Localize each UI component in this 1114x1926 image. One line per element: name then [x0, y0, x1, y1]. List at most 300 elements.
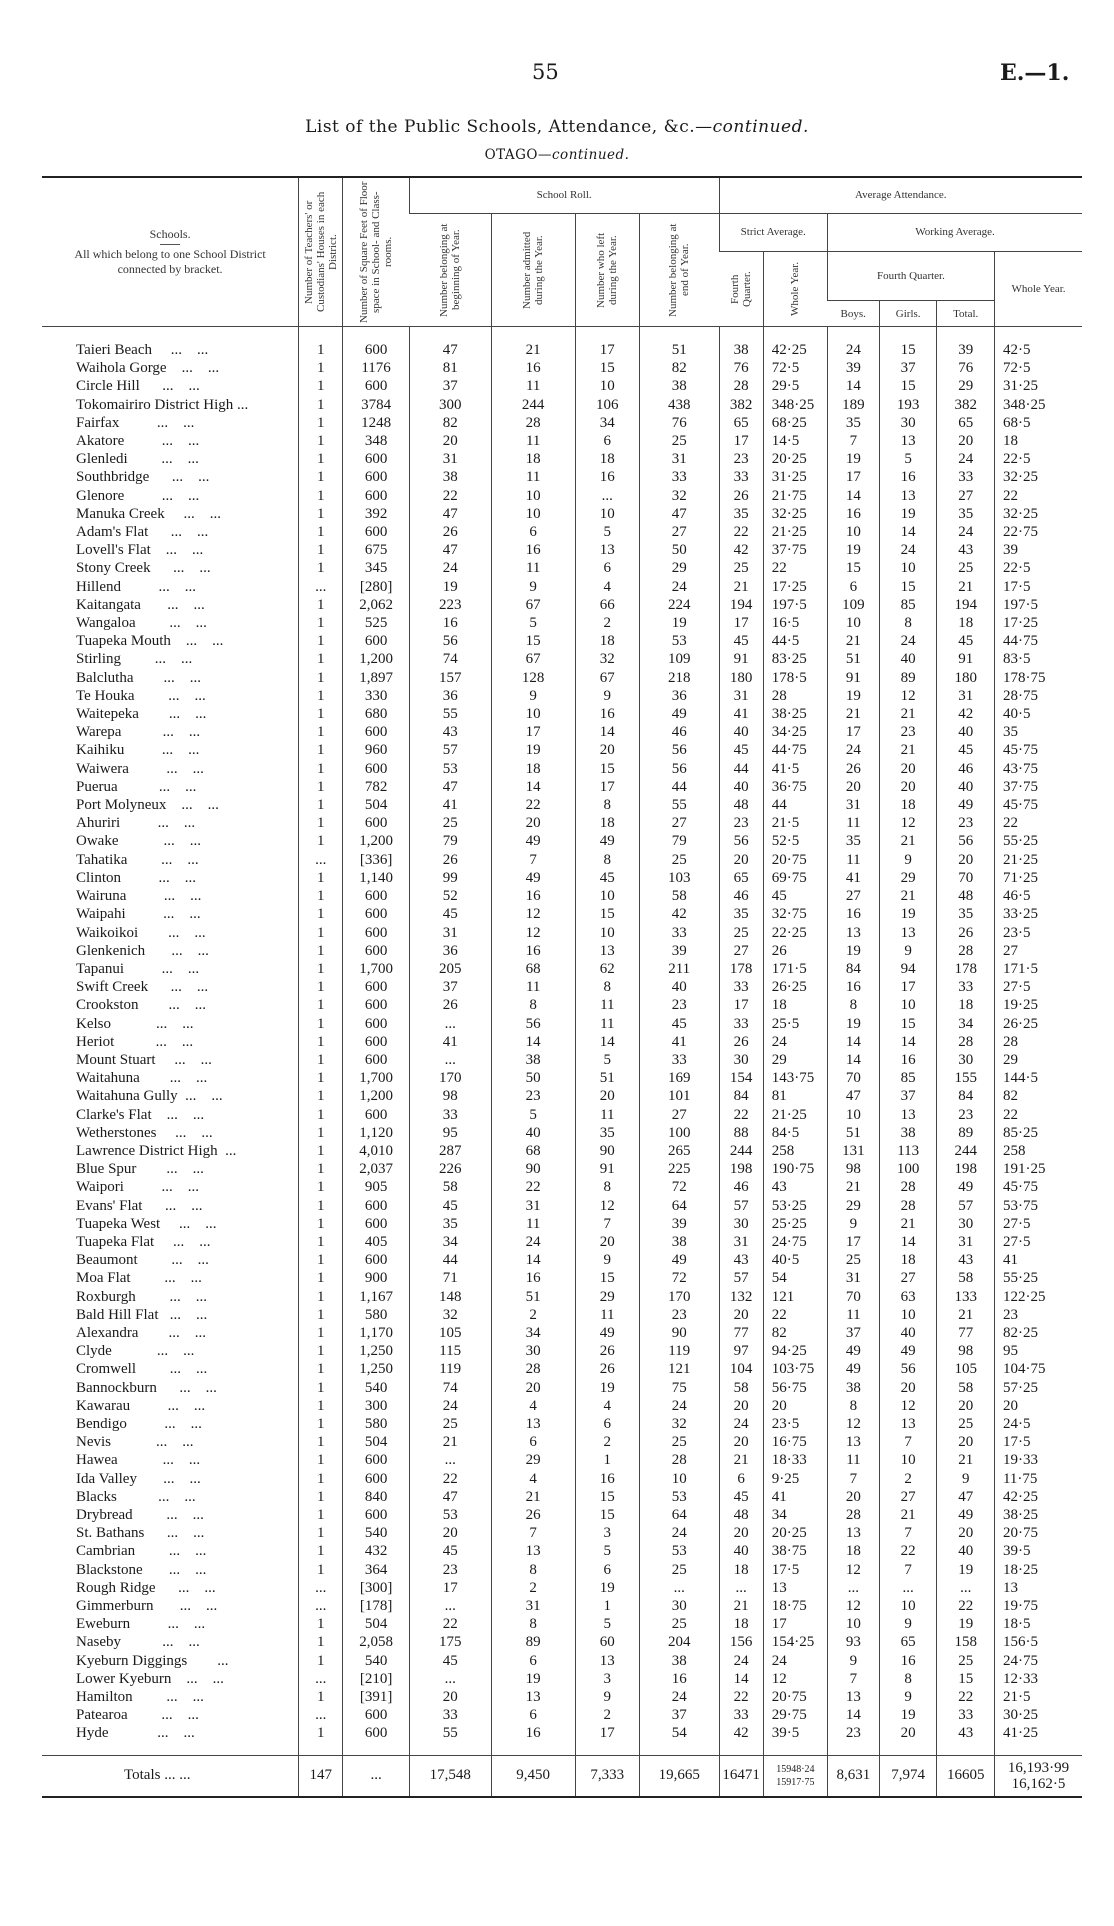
teachers-houses: 1 — [299, 1506, 343, 1524]
roll-end: 56 — [639, 741, 719, 759]
roll-left: 8 — [575, 796, 639, 814]
working-boys: 19 — [827, 1015, 879, 1033]
working-total: 15 — [937, 1670, 995, 1688]
teachers-houses: ... — [299, 1670, 343, 1688]
working-girls: 12 — [879, 687, 937, 705]
roll-admitted: 16 — [491, 359, 575, 377]
floor-space: 525 — [343, 614, 409, 632]
working-girls: 19 — [879, 905, 937, 923]
table-row — [42, 614, 1082, 632]
roll-left: 11 — [575, 1015, 639, 1033]
header-working-whole: Whole Year. — [994, 252, 1082, 327]
roll-left: 13 — [575, 541, 639, 559]
table-row — [42, 1488, 1082, 1506]
working-girls: 23 — [879, 723, 937, 741]
working-girls: 24 — [879, 541, 937, 559]
roll-end: 79 — [639, 832, 719, 850]
working-whole: 45·75 — [994, 796, 1082, 814]
roll-end: 42 — [639, 905, 719, 923]
working-boys: 11 — [827, 1451, 879, 1469]
roll-left: 66 — [575, 596, 639, 614]
floor-space: 1,200 — [343, 832, 409, 850]
working-whole: 68·5 — [994, 414, 1082, 432]
roll-left: 51 — [575, 1069, 639, 1087]
table-row — [42, 1706, 1082, 1724]
teachers-houses: 1 — [299, 487, 343, 505]
working-girls: 9 — [879, 851, 937, 869]
roll-end: 225 — [639, 1160, 719, 1178]
strict-whole: 9·25 — [763, 1470, 827, 1488]
working-girls: 10 — [879, 1306, 937, 1324]
roll-end: 25 — [639, 1433, 719, 1451]
strict-whole: 69·75 — [763, 869, 827, 887]
strict-whole: 25·25 — [763, 1215, 827, 1233]
table-row — [42, 760, 1082, 778]
teachers-houses: 1 — [299, 1251, 343, 1269]
teachers-houses: ... — [299, 578, 343, 596]
header-left — [575, 213, 639, 327]
school-name: Wetherstones ... ... — [76, 1124, 213, 1141]
working-total: 22 — [937, 1688, 995, 1706]
working-girls: 10 — [879, 1451, 937, 1469]
working-boys: 47 — [827, 1087, 879, 1105]
working-girls: 21 — [879, 1506, 937, 1524]
working-whole: 19·33 — [994, 1451, 1082, 1469]
roll-admitted: 50 — [491, 1069, 575, 1087]
teachers-houses: 1 — [299, 450, 343, 468]
roll-begin: 157 — [409, 669, 491, 687]
school-name: Clarke's Flat ... ... — [76, 1106, 205, 1123]
floor-space: 1,200 — [343, 650, 409, 668]
roll-end: 27 — [639, 814, 719, 832]
roll-admitted: 12 — [491, 905, 575, 923]
roll-admitted: 67 — [491, 596, 575, 614]
working-whole: 43·75 — [994, 760, 1082, 778]
table-row — [42, 1724, 1082, 1742]
roll-admitted: 49 — [491, 832, 575, 850]
roll-begin: 175 — [409, 1633, 491, 1651]
working-girls: 193 — [879, 396, 937, 414]
working-girls: 22 — [879, 1542, 937, 1560]
roll-begin: 16 — [409, 614, 491, 632]
strict-fourth: 20 — [719, 1306, 763, 1324]
roll-begin: 43 — [409, 723, 491, 741]
table-row — [42, 1324, 1082, 1342]
strict-fourth: 22 — [719, 523, 763, 541]
roll-left: 7 — [575, 1215, 639, 1233]
working-whole: 24·75 — [994, 1652, 1082, 1670]
working-total: 21 — [937, 1451, 995, 1469]
working-total: 70 — [937, 869, 995, 887]
roll-admitted: 6 — [491, 523, 575, 541]
roll-begin: 41 — [409, 1033, 491, 1051]
header-roll: School Roll. — [409, 177, 719, 213]
working-boys: 15 — [827, 559, 879, 577]
working-total: 56 — [937, 832, 995, 850]
roll-admitted: 28 — [491, 1360, 575, 1378]
roll-admitted: 22 — [491, 796, 575, 814]
table-row — [42, 1087, 1082, 1105]
table-row — [42, 1160, 1082, 1178]
totals-total: 16605 — [937, 1755, 995, 1797]
table-row — [42, 1069, 1082, 1087]
totals-begin: 17,548 — [409, 1755, 491, 1797]
working-boys: 16 — [827, 978, 879, 996]
table-row — [42, 1051, 1082, 1069]
roll-left: 6 — [575, 1561, 639, 1579]
working-total: 26 — [937, 924, 995, 942]
header-left-text: Number who left during the Year. — [595, 232, 620, 308]
roll-end: 64 — [639, 1506, 719, 1524]
teachers-houses: 1 — [299, 1470, 343, 1488]
working-whole: 27·5 — [994, 1233, 1082, 1251]
working-total: 23 — [937, 814, 995, 832]
working-girls: ... — [879, 1579, 937, 1597]
working-whole: 27·5 — [994, 1215, 1082, 1233]
school-name: Hawea ... ... — [76, 1452, 201, 1469]
working-boys: 14 — [827, 1706, 879, 1724]
roll-left: 1 — [575, 1451, 639, 1469]
table-row — [42, 851, 1082, 869]
strict-whole: 29 — [763, 1051, 827, 1069]
strict-whole: 23·5 — [763, 1415, 827, 1433]
roll-left: 20 — [575, 1087, 639, 1105]
teachers-houses: 1 — [299, 778, 343, 796]
floor-space: 364 — [343, 1561, 409, 1579]
school-name: Waiwera ... ... — [76, 760, 204, 777]
roll-begin: 23 — [409, 1561, 491, 1579]
roll-end: 109 — [639, 650, 719, 668]
strict-fourth: 43 — [719, 1251, 763, 1269]
roll-left: 10 — [575, 887, 639, 905]
table-row — [42, 814, 1082, 832]
roll-begin: 115 — [409, 1342, 491, 1360]
roll-left: 1 — [575, 1597, 639, 1615]
working-whole: 55·25 — [994, 1269, 1082, 1287]
working-boys: 17 — [827, 468, 879, 486]
working-whole: 55·25 — [994, 832, 1082, 850]
roll-begin: 24 — [409, 559, 491, 577]
working-total: 18 — [937, 996, 995, 1014]
teachers-houses: 1 — [299, 978, 343, 996]
working-total: 24 — [937, 450, 995, 468]
working-total: 20 — [937, 1524, 995, 1542]
floor-space: 392 — [343, 505, 409, 523]
working-whole: 17·25 — [994, 614, 1082, 632]
working-total: 39 — [937, 341, 995, 359]
strict-fourth: 21 — [719, 1597, 763, 1615]
roll-end: 33 — [639, 1051, 719, 1069]
roll-admitted: 23 — [491, 1087, 575, 1105]
totals-teachers: 147 — [299, 1755, 343, 1797]
working-total: 45 — [937, 632, 995, 650]
strict-fourth: 35 — [719, 505, 763, 523]
strict-whole: 68·25 — [763, 414, 827, 432]
teachers-houses: 1 — [299, 432, 343, 450]
working-girls: 65 — [879, 1633, 937, 1651]
strict-fourth: 23 — [719, 814, 763, 832]
working-total: 98 — [937, 1342, 995, 1360]
table-row — [42, 468, 1082, 486]
roll-left: 5 — [575, 1051, 639, 1069]
school-name: Glenore ... ... — [76, 487, 200, 504]
roll-admitted: 19 — [491, 741, 575, 759]
roll-begin: 36 — [409, 687, 491, 705]
working-girls: 18 — [879, 1251, 937, 1269]
working-whole: 11·75 — [994, 1470, 1082, 1488]
teachers-houses: ... — [299, 1597, 343, 1615]
table-row — [42, 1306, 1082, 1324]
roll-end: 25 — [639, 1561, 719, 1579]
roll-admitted: 89 — [491, 1633, 575, 1651]
roll-left: 18 — [575, 450, 639, 468]
teachers-houses: 1 — [299, 632, 343, 650]
working-total: 45 — [937, 741, 995, 759]
working-total: 43 — [937, 541, 995, 559]
working-total: 35 — [937, 505, 995, 523]
table-row — [42, 1688, 1082, 1706]
roll-admitted: 15 — [491, 632, 575, 650]
working-whole: 82 — [994, 1087, 1082, 1105]
roll-admitted: 14 — [491, 1251, 575, 1269]
roll-admitted: 68 — [491, 1142, 575, 1160]
floor-space: 680 — [343, 705, 409, 723]
floor-space: 1,897 — [343, 669, 409, 687]
floor-space: 900 — [343, 1269, 409, 1287]
working-girls: 2 — [879, 1470, 937, 1488]
teachers-houses: 1 — [299, 1342, 343, 1360]
teachers-houses: 1 — [299, 1688, 343, 1706]
working-boys: 51 — [827, 650, 879, 668]
working-total: 43 — [937, 1251, 995, 1269]
roll-end: 100 — [639, 1124, 719, 1142]
working-total: 28 — [937, 942, 995, 960]
strict-whole: 44·5 — [763, 632, 827, 650]
school-name: Patearoa ... ... — [76, 1707, 199, 1724]
roll-end: 224 — [639, 596, 719, 614]
strict-whole: 43 — [763, 1178, 827, 1196]
working-girls: 21 — [879, 1215, 937, 1233]
roll-left: 35 — [575, 1124, 639, 1142]
floor-space: 600 — [343, 487, 409, 505]
floor-space: 1,700 — [343, 1069, 409, 1087]
header-strict-fourth — [719, 252, 763, 327]
table-row — [42, 650, 1082, 668]
floor-space: 348 — [343, 432, 409, 450]
strict-fourth: 6 — [719, 1470, 763, 1488]
roll-begin: 95 — [409, 1124, 491, 1142]
strict-fourth: 20 — [719, 851, 763, 869]
working-whole: 22 — [994, 487, 1082, 505]
floor-space: 600 — [343, 1015, 409, 1033]
table-row — [42, 1269, 1082, 1287]
school-name: Bald Hill Flat ... ... — [76, 1306, 208, 1323]
roll-admitted: 9 — [491, 578, 575, 596]
working-boys: 10 — [827, 1615, 879, 1633]
floor-space: 600 — [343, 814, 409, 832]
working-whole: 20 — [994, 1397, 1082, 1415]
roll-end: 41 — [639, 1033, 719, 1051]
strict-fourth: 46 — [719, 887, 763, 905]
working-whole: 45·75 — [994, 1178, 1082, 1196]
header-girls: Girls. — [879, 301, 937, 327]
strict-whole: 171·5 — [763, 960, 827, 978]
working-total: ... — [937, 1579, 995, 1597]
roll-admitted: 6 — [491, 1433, 575, 1451]
floor-space: 1,120 — [343, 1124, 409, 1142]
working-girls: 9 — [879, 1688, 937, 1706]
working-girls: 20 — [879, 778, 937, 796]
roll-end: 75 — [639, 1379, 719, 1397]
floor-space: 600 — [343, 924, 409, 942]
roll-end: 44 — [639, 778, 719, 796]
teachers-houses: 1 — [299, 359, 343, 377]
working-whole: 12·33 — [994, 1670, 1082, 1688]
roll-begin: 26 — [409, 851, 491, 869]
teachers-houses: 1 — [299, 650, 343, 668]
working-boys: 11 — [827, 814, 879, 832]
roll-admitted: 11 — [491, 559, 575, 577]
teachers-houses: 1 — [299, 1160, 343, 1178]
table-row — [42, 687, 1082, 705]
header-divider — [160, 244, 180, 245]
roll-admitted: 128 — [491, 669, 575, 687]
working-boys: 31 — [827, 1269, 879, 1287]
working-total: 43 — [937, 1724, 995, 1742]
working-girls: 8 — [879, 1670, 937, 1688]
school-name: Akatore ... ... — [76, 433, 200, 450]
floor-space: 600 — [343, 723, 409, 741]
roll-left: 10 — [575, 377, 639, 395]
roll-begin: 32 — [409, 1306, 491, 1324]
working-total: 27 — [937, 487, 995, 505]
roll-begin: 31 — [409, 450, 491, 468]
floor-space: 840 — [343, 1488, 409, 1506]
working-total: 57 — [937, 1197, 995, 1215]
floor-space: 600 — [343, 1506, 409, 1524]
header-begin — [409, 213, 491, 327]
working-whole: 13 — [994, 1579, 1082, 1597]
floor-space: 600 — [343, 887, 409, 905]
floor-space: 600 — [343, 905, 409, 923]
working-total: 33 — [937, 468, 995, 486]
table-row — [42, 414, 1082, 432]
roll-end: 49 — [639, 1251, 719, 1269]
strict-whole: 26·25 — [763, 978, 827, 996]
floor-space: 1,170 — [343, 1324, 409, 1342]
roll-begin: 26 — [409, 996, 491, 1014]
working-total: 58 — [937, 1379, 995, 1397]
working-whole: 191·25 — [994, 1160, 1082, 1178]
floor-space: 1,200 — [343, 1087, 409, 1105]
roll-begin: 74 — [409, 650, 491, 668]
working-total: 42 — [937, 705, 995, 723]
table-row — [42, 632, 1082, 650]
roll-end: 24 — [639, 578, 719, 596]
strict-fourth: 33 — [719, 468, 763, 486]
roll-end: 38 — [639, 1652, 719, 1670]
roll-left: 19 — [575, 1579, 639, 1597]
working-whole: 18 — [994, 432, 1082, 450]
working-total: 33 — [937, 1706, 995, 1724]
roll-begin: 81 — [409, 359, 491, 377]
roll-admitted: 11 — [491, 432, 575, 450]
school-name: Waipori ... ... — [76, 1179, 199, 1196]
roll-end: 10 — [639, 1470, 719, 1488]
school-name: Southbridge ... ... — [76, 469, 210, 486]
working-girls: 17 — [879, 978, 937, 996]
table-row — [42, 1652, 1082, 1670]
working-whole: 22·5 — [994, 559, 1082, 577]
strict-whole: 24 — [763, 1652, 827, 1670]
school-name: Hyde ... ... — [76, 1725, 195, 1742]
strict-whole: 37·75 — [763, 541, 827, 559]
school-name: Roxburgh ... ... — [76, 1288, 207, 1305]
roll-begin: 98 — [409, 1087, 491, 1105]
table-row — [42, 723, 1082, 741]
strict-fourth: 57 — [719, 1269, 763, 1287]
roll-end: ... — [639, 1579, 719, 1597]
working-total: 58 — [937, 1269, 995, 1287]
roll-admitted: 29 — [491, 1451, 575, 1469]
table-row — [42, 487, 1082, 505]
school-name: Blackstone ... ... — [76, 1561, 207, 1578]
strict-whole: 32·75 — [763, 905, 827, 923]
roll-end: 38 — [639, 1233, 719, 1251]
working-boys: 19 — [827, 541, 879, 559]
working-whole: 22·5 — [994, 450, 1082, 468]
school-name: Stirling ... ... — [76, 651, 193, 668]
roll-left: 9 — [575, 687, 639, 705]
floor-space: 600 — [343, 523, 409, 541]
strict-whole: 21·25 — [763, 523, 827, 541]
roll-begin: 57 — [409, 741, 491, 759]
title-main: List of the Public Schools, Attendance, &c.— — [305, 117, 713, 137]
roll-left: 15 — [575, 359, 639, 377]
roll-end: 16 — [639, 1670, 719, 1688]
roll-end: 64 — [639, 1197, 719, 1215]
header-admitted — [491, 213, 575, 327]
table-row — [42, 924, 1082, 942]
floor-space: 580 — [343, 1415, 409, 1433]
working-girls: 9 — [879, 1615, 937, 1633]
roll-admitted: 20 — [491, 814, 575, 832]
strict-fourth: 154 — [719, 1069, 763, 1087]
teachers-houses: 1 — [299, 1197, 343, 1215]
working-boys: 35 — [827, 832, 879, 850]
table-row — [42, 359, 1082, 377]
roll-left: 15 — [575, 905, 639, 923]
working-whole: 33·25 — [994, 905, 1082, 923]
working-total: 28 — [937, 1033, 995, 1051]
roll-begin: ... — [409, 1670, 491, 1688]
roll-left: 2 — [575, 1433, 639, 1451]
table-row — [42, 796, 1082, 814]
strict-whole: 53·25 — [763, 1197, 827, 1215]
strict-whole: 14·5 — [763, 432, 827, 450]
roll-left: 8 — [575, 978, 639, 996]
roll-begin: 26 — [409, 523, 491, 541]
working-boys: 24 — [827, 741, 879, 759]
teachers-houses: 1 — [299, 814, 343, 832]
working-girls: 16 — [879, 468, 937, 486]
strict-whole: 190·75 — [763, 1160, 827, 1178]
roll-begin: 47 — [409, 341, 491, 359]
roll-left: 6 — [575, 1415, 639, 1433]
table-row — [42, 1106, 1082, 1124]
strict-whole: 82 — [763, 1324, 827, 1342]
roll-begin: 205 — [409, 960, 491, 978]
